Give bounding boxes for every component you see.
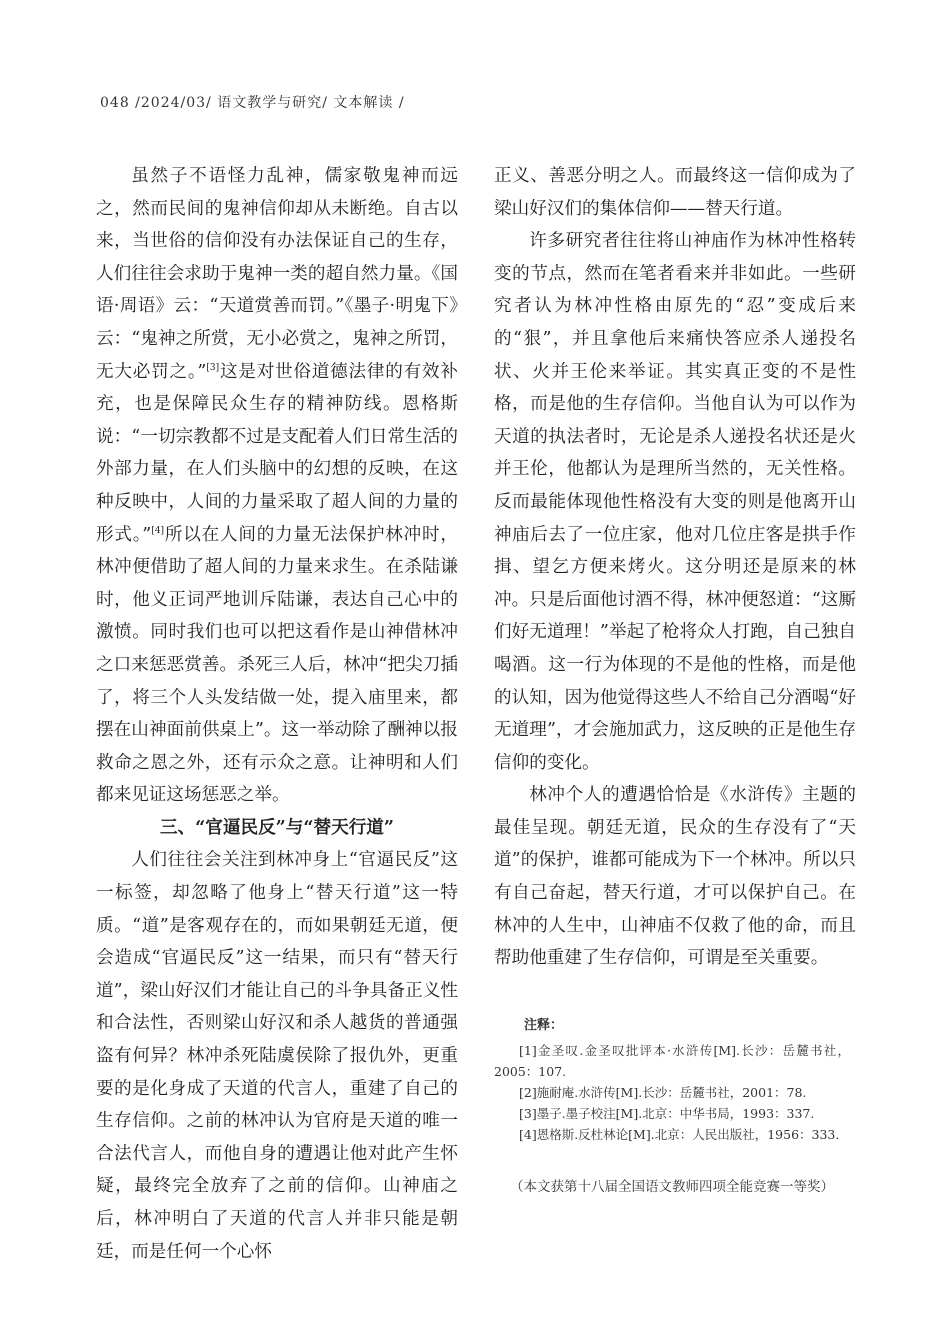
notes-section (494, 1015, 850, 1145)
notes-title: 注释： (524, 1018, 564, 1033)
citation-4: [4] (151, 525, 165, 536)
reference-item: [2]施耐庵.水浒传[M].长沙：岳麓书社，2001：78. (519, 1085, 807, 1100)
paragraph-ghost-belief: 虽然子不语怪力乱神，儒家敬鬼神而远之，然而民间的鬼神信仰却从未断绝。自古以来，当世俗的信仰没有办法保证自己的生存，人们往往会求助于鬼神一类的超自然力量。《国语·周语》云：“天道赏善而罚。”《墨子·明鬼下》云：“鬼神之所赏，无小必赏之，鬼神之所罚，无大必罚之。”[3]这是对世俗道德法律的有效补充，也是保障民众生存的精神防线。恩格斯说：“一切宗教都不过是支配着人们日常生活的外部力量，在人们头脑中的幻想的反映，在这种反映中，人间的力量采取了超人间的力量的形式。”[4]所以在人间的力量无法保护林冲时，林冲便借助了超人间的力量来求生。在杀陆谦时，他义正词严地训斥陆谦，表达自己心中的激愤。同时我们也可以把这看作是山神借林冲之口来惩恶赏善。杀死三人后，林冲“把尖刀插了，将三个人头发结做一处，提入庙里来，都摆在山神面前供桌上”。这一举动除了酬神以报救命之恩之外，还有示众之意。让神明和人们都来见证这场惩恶之举。 (96, 166, 458, 806)
award-note: （本文获第十八届全国语文教师四项全能竞赛一等奖） (510, 1179, 834, 1195)
paragraph-tiantian-xingdao: 人们往往会关注到林冲身上“官逼民反”这一标签，却忽略了他身上“替天行道”这一特质。“道”是客观存在的，而如果朝廷无道，便会造成“官逼民反”这一结果，而只有“替天行道”，梁山好汉们才能让自己的斗争具备正义性和合法性，否则梁山好汉和杀人越货的普通强盗有何异？林冲杀死陆虞侯除了报仇外，更重要的是化身成了天道的代言人，重建了自己的生存信仰。之前的林冲认为官府是天道的唯一合法代言人，而他自身的遭遇让他对此产生怀疑，最终完全放弃了之前的信仰。山神庙之后，林冲明白了天道的代言人并非只能是朝廷，而是任何一个心怀 (96, 850, 458, 1262)
right-column (494, 160, 856, 975)
citation-3: [3] (206, 362, 220, 373)
reference-item: [3]墨子.墨子校注[M].北京：中华书局，1993：337. (519, 1106, 815, 1121)
reference-item: [4]恩格斯.反杜林论[M].北京：人民出版社，1956：333. (519, 1127, 840, 1142)
paragraph-continued: 正义、善恶分明之人。而最终这一信仰成为了梁山好汉们的集体信仰——替天行道。 (494, 166, 856, 219)
reference-item: [1]金圣叹.金圣叹批评本·水浒传[M].长沙：岳麓书社，2005：107. (494, 1043, 850, 1079)
paragraph-conclusion: 林冲个人的遭遇恰恰是《水浒传》主题的最佳呈现。朝廷无道，民众的生存没有了“天道”的保护，谁都可能成为下一个林冲。所以只有自己奋起，替天行道，才可以保护自己。在林冲的人生中，山神庙不仅救了他的命，而且帮助他重建了生存信仰，可谓是至关重要。 (494, 785, 856, 969)
running-head: 048 /2024/03/ 语文教学与研究/ 文本解读 / (100, 95, 405, 111)
section-heading: 三、“官逼民反”与“替天行道” (159, 816, 394, 838)
paragraph-character-change: 许多研究者往往将山神庙作为林冲性格转变的节点，然而在笔者看来并非如此。一些研究者认为林冲性格由原先的“忍”变成后来的“狠”，并且拿他后来痛快答应杀人递投名状、火并王伦来举证。其实真正变的不是性格，而是他的生存信仰。当他自认为可以作为天道的执法者时，无论是杀人递投名状还是火并王伦，他都认为是理所当然的，无关性格。反而最能体现他性格没有大变的则是他离开山神庙后去了一位庄家，他对几位庄客是拱手作揖、望乞方便来烤火。这分明还是原来的林冲。只是后面他讨酒不得，林冲便怒道：“这厮们好无道理！”举起了枪将众人打跑，自己独自喝酒。这一行为体现的不是他的性格，而是他的认知，因为他觉得这些人不给自己分酒喝“好无道理”，才会施加武力，这反映的正是他生存信仰的变化。 (494, 231, 856, 773)
left-column (96, 160, 458, 1268)
